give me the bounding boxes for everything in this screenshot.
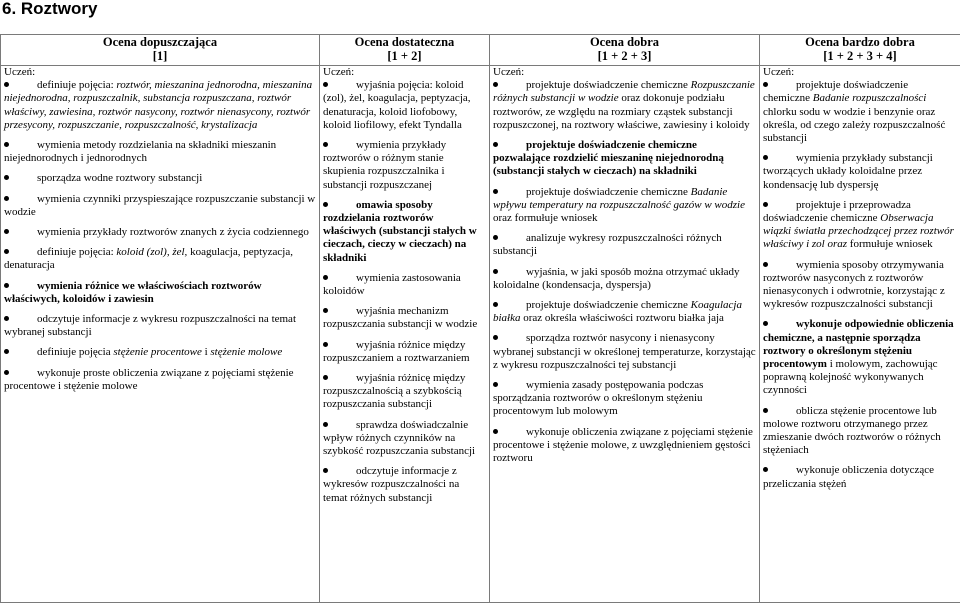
requirement-text: wyjaśnia, w jaki sposób można otrzymać układy koloidalne (kondensacja, dyspersja) <box>493 265 740 291</box>
requirement-item <box>4 139 316 165</box>
bullet-icon <box>323 202 328 207</box>
grade-name: Ocena dobra <box>589 35 660 49</box>
requirement-item <box>4 172 316 185</box>
requirement-item <box>4 367 316 393</box>
requirement-text: wykonuje proste obliczenia związane z pojęciami stężenie procentowe i stężenie molowe <box>4 366 294 392</box>
requirement-text: i molowym, zachowując poprawną kolejność wykonywanych czynności <box>763 358 938 397</box>
requirement-item <box>323 339 486 365</box>
requirement-item <box>493 139 756 179</box>
requirement-text: wyjaśnia różnicę między rozpuszczalnością a szybkością rozpuszczania substancji <box>323 372 466 411</box>
header-grade-5 <box>760 35 960 66</box>
bullet-icon <box>323 422 328 427</box>
requirement-text: Koagulacja białka <box>493 299 742 325</box>
grading-table <box>0 34 960 603</box>
bullet-icon <box>493 429 498 434</box>
requirement-text: projektuje doświadczenie chemiczne pozwalające rozdzielić mieszaninę niejednorodną (substancji stałych w cieczach) na składniki <box>493 139 724 178</box>
bullet-icon <box>323 308 328 313</box>
requirement-item <box>493 426 756 466</box>
requirement-item <box>4 280 316 306</box>
requirement-item <box>4 193 316 219</box>
requirement-item <box>763 318 957 397</box>
bullet-icon <box>763 202 768 207</box>
requirement-item <box>763 405 957 458</box>
requirement-text: stężenie procentowe <box>113 346 202 359</box>
grade-marks: [1 + 2 + 3] <box>597 49 652 63</box>
requirement-item <box>323 272 486 298</box>
requirement-item <box>323 305 486 331</box>
requirement-text: definiuje pojęcia: <box>37 79 117 92</box>
requirements-grade-3 <box>320 66 490 603</box>
requirement-item <box>4 246 316 272</box>
requirement-text: wymienia przykłady roztworów o różnym stanie skupienia rozpuszczalnika i substancji rozpuszczanej <box>323 139 447 191</box>
requirement-item <box>323 79 486 132</box>
requirement-item <box>4 226 316 239</box>
requirement-item <box>763 152 957 192</box>
requirement-item <box>493 299 756 325</box>
requirement-text: wymienia zastosowania koloidów <box>323 271 461 298</box>
requirement-item <box>493 186 756 226</box>
requirement-text: wymienia zasady postępowania podczas sporządzania roztworów o określonym stężeniu procentowym lub molowym <box>493 379 704 418</box>
bullet-icon <box>4 349 9 354</box>
bullet-icon <box>323 275 328 280</box>
bullet-icon <box>763 408 768 413</box>
requirement-text: wyjaśnia mechanizm rozpuszczania substancji w wodzie <box>323 305 478 331</box>
requirement-text: wymienia różnice we właściwościach roztworów właściwych, koloidów i zawiesin <box>4 279 262 305</box>
bullet-icon <box>4 175 9 180</box>
requirement-item <box>763 464 957 490</box>
requirement-text: sporządza roztwór nasycony i nienasycony wybranej substancji w określonej temperaturze, korzystając z wykresu rozpuszczalności tej substancji <box>493 332 756 371</box>
bullet-icon <box>4 283 9 288</box>
requirement-text: Badanie rozpuszczalności <box>812 92 927 105</box>
bullet-icon <box>763 82 768 87</box>
bullet-icon <box>493 335 498 340</box>
bullet-icon <box>493 82 498 87</box>
bullet-icon <box>763 467 768 472</box>
requirement-text: wymienia sposoby otrzymywania roztworów nasyconych z roztworów nienasyconych i odwrotnie, korzystając z wykresów rozpuszczalności substancji <box>763 258 945 311</box>
bullet-icon <box>4 229 9 234</box>
bullet-icon <box>323 468 328 473</box>
header-grade-2 <box>1 35 320 66</box>
bullet-icon <box>493 142 498 147</box>
requirement-text: koloid (zol), żel, <box>116 246 191 259</box>
requirement-text: Rozpuszczanie różnych substancji w wodzie <box>493 79 755 105</box>
student-label: Uczeń: <box>493 66 525 78</box>
grade-name: Ocena dopuszczająca <box>102 35 218 49</box>
requirement-item <box>4 346 316 359</box>
bullet-icon <box>763 321 768 326</box>
requirement-text: wymienia czynniki przyspieszające rozpuszczanie substancji w wodzie <box>4 192 316 218</box>
requirement-text: projektuje doświadczenie chemiczne <box>526 299 691 312</box>
grade-marks: [1 + 2 + 3 + 4] <box>823 49 897 63</box>
requirement-text: oraz określa właściwości roztworu białka jaja <box>520 312 724 325</box>
requirement-item <box>323 465 486 505</box>
requirement-text: odczytuje informacje z wykresu rozpuszczalności na temat wybranej substancji <box>4 313 296 339</box>
bullet-icon <box>4 370 9 375</box>
requirement-item <box>493 232 756 258</box>
requirement-text: Badanie wpływu temperatury na rozpuszczalność gazów w wodzie <box>493 185 745 211</box>
bullet-icon <box>4 142 9 147</box>
requirement-text: wykonuje obliczenia dotyczące przeliczania stężeń <box>763 464 935 490</box>
page-title: 6. Roztwory <box>2 0 98 18</box>
content-row <box>1 66 960 603</box>
requirement-item <box>493 332 756 372</box>
requirement-item <box>763 259 957 312</box>
requirement-text: stężenie molowe <box>210 346 283 359</box>
grade-name: Ocena dostateczna <box>354 35 455 49</box>
requirement-item <box>763 79 957 145</box>
header-grade-4 <box>490 35 760 66</box>
grade-marks: [1 + 2] <box>387 49 422 63</box>
requirement-text: sporządza wodne roztwory substancji <box>37 172 203 185</box>
requirement-text: koagulacja, peptyzacja, denaturacja <box>4 246 293 272</box>
requirement-item <box>4 313 316 339</box>
requirement-item <box>4 79 316 132</box>
grade-marks: [1] <box>152 49 168 63</box>
requirement-text: wyjaśnia pojęcia: koloid (zol), żel, koagulacja, peptyzacja, denaturacja, koloid liofobowy, koloid liofilowy, efekt Tyndalla <box>323 79 471 131</box>
requirement-text: chlorku sodu w wodzie i benzynie oraz określa, od czego zależy rozpuszczalność substancji <box>763 105 946 145</box>
grade-name: Ocena bardzo dobra <box>805 35 915 49</box>
requirement-text: i <box>201 346 211 359</box>
bullet-icon <box>493 302 498 307</box>
bullet-icon <box>763 155 768 160</box>
requirements-grade-5 <box>760 66 960 603</box>
requirement-text: roztwór, mieszanina jednorodna, mieszanina niejednorodna, rozpuszczalnik, substancja rozpuszczana, roztwór właściwy, zawiesina, roztwór nasycony, roztwór nienasycony, roztwór przesycony, rozpuszczanie, rozpuszczalność, krystalizacja <box>4 79 313 131</box>
requirement-text: omawia sposoby rozdzielania roztworów właściwych (substancji stałych w cieczach, cieczy w cieczach) na składniki <box>323 198 477 264</box>
bullet-icon <box>493 235 498 240</box>
requirement-text: wykonuje odpowiednie obliczenia chemiczne, a następnie sporządza roztwory o określonym stężeniu procentowym <box>763 318 954 371</box>
requirement-text: wyjaśnia różnice między rozpuszczaniem a roztwarzaniem <box>323 338 470 364</box>
requirement-item <box>493 379 756 419</box>
bullet-icon <box>493 382 498 387</box>
requirement-text: projektuje doświadczenie chemiczne <box>526 79 691 92</box>
requirement-text: projektuje doświadczenie chemiczne <box>526 185 691 198</box>
requirement-text: formułuje wniosek <box>847 238 933 251</box>
requirement-text: wymienia przykłady roztworów znanych z życia codziennego <box>37 226 309 239</box>
student-label: Uczeń: <box>323 66 355 78</box>
requirement-text: wymienia metody rozdzielania na składniki mieszanin niejednorodnych i jednorodnych <box>4 139 277 165</box>
requirements-grade-4 <box>490 66 760 603</box>
bullet-icon <box>4 316 9 321</box>
requirement-text: wymienia przykłady substancji tworzących układy koloidalne przez kondensację lub dyspersję <box>763 152 933 191</box>
bullet-icon <box>323 82 328 87</box>
requirement-text: wykonuje obliczenia związane z pojęciami stężenie procentowe i stężenie molowe, z uwzględnieniem gęstości roztworu <box>493 425 753 465</box>
student-label: Uczeń: <box>763 66 795 78</box>
requirement-text: Obserwacja wiązki światła przechodzącej przez roztwór właściwy i zol oraz <box>763 212 954 251</box>
requirement-item <box>493 79 756 132</box>
requirement-text: odczytuje informacje z wykresów rozpuszczalności na temat różnych substancji <box>323 465 460 504</box>
requirements-grade-2 <box>1 66 320 603</box>
requirement-text: definiuje pojęcia <box>37 346 114 359</box>
requirement-text: definiuje pojęcia: <box>37 246 117 259</box>
bullet-icon <box>323 375 328 380</box>
requirement-text: oraz formułuje wniosek <box>493 212 598 225</box>
requirement-text: oblicza stężenie procentowe lub molowe roztworu otrzymanego przez zmieszanie dwóch roztworów o różnych stężeniach <box>763 404 941 457</box>
bullet-icon <box>493 269 498 274</box>
bullet-icon <box>763 262 768 267</box>
bullet-icon <box>323 142 328 147</box>
requirement-item <box>323 199 486 265</box>
bullet-icon <box>4 196 9 201</box>
requirement-item <box>493 266 756 292</box>
bullet-icon <box>4 249 9 254</box>
bullet-icon <box>4 82 9 87</box>
requirement-item <box>323 139 486 192</box>
bullet-icon <box>493 189 498 194</box>
requirement-text: oraz dokonuje podziału roztworów, ze względu na rozmiary cząstek substancji rozpuszczonej, na roztwory właściwe, zawiesiny i koloidy <box>493 92 750 131</box>
student-label: Uczeń: <box>4 66 36 78</box>
requirement-text: analizuje wykresy rozpuszczalności różnych substancji <box>493 232 722 258</box>
header-grade-3 <box>320 35 490 66</box>
bullet-icon <box>323 342 328 347</box>
requirement-item <box>763 199 957 252</box>
requirement-item <box>323 372 486 412</box>
header-row <box>1 35 960 66</box>
requirement-text: projektuje i przeprowadza doświadczenie chemiczne <box>763 198 911 225</box>
requirement-text: sprawdza doświadczalnie wpływ różnych czynników na szybkość rozpuszczania substancji <box>323 418 476 458</box>
requirement-item <box>323 419 486 459</box>
requirement-text: projektuje doświadczenie chemiczne <box>763 79 909 105</box>
